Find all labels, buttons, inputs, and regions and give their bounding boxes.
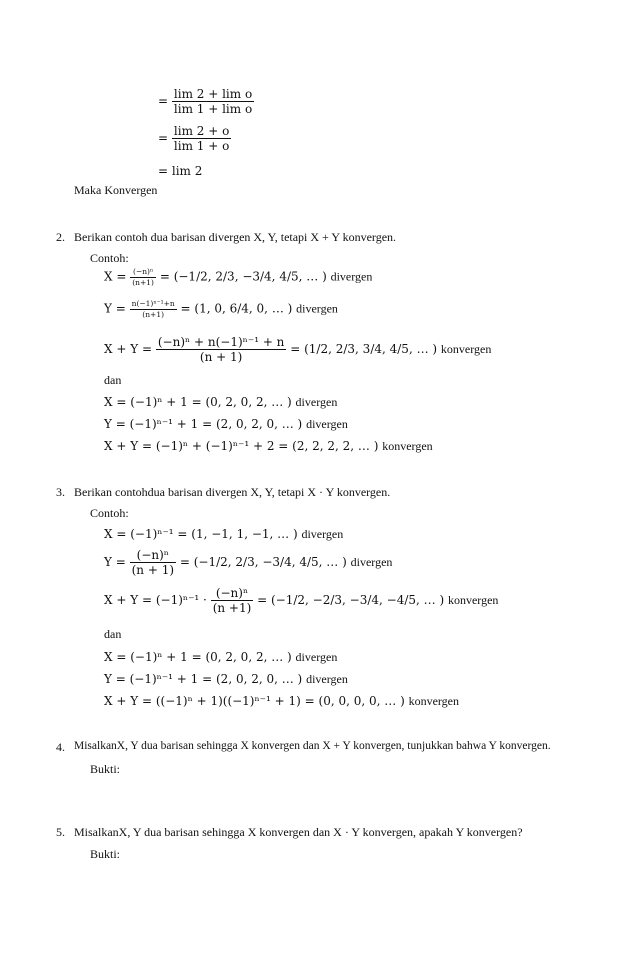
- status-label: divergen: [350, 555, 393, 569]
- fraction-numerator: (−n)ⁿ: [130, 268, 156, 278]
- q2-xy2-line: [104, 440, 433, 452]
- equation: Y = (−1)ⁿ⁻¹ + 1 = (2, 0, 2, 0, … ): [104, 417, 303, 431]
- lhs: Y =: [104, 555, 126, 569]
- q3-x2-line: [104, 651, 337, 663]
- status-label: divergen: [330, 269, 373, 284]
- q4-number: 4.: [56, 740, 65, 754]
- q2-y2-line: [104, 418, 348, 430]
- q2-y-line: [104, 300, 338, 318]
- status-label: divergen: [306, 672, 348, 686]
- status-label: konvergen: [440, 342, 492, 356]
- q3-y2-line: [104, 673, 348, 685]
- status-label: konvergen: [408, 694, 460, 708]
- q4-bukti: Bukti:: [90, 762, 121, 776]
- fraction-numerator: (−n)ⁿ: [130, 549, 176, 563]
- q2-xy-line: [104, 336, 491, 363]
- q3-xy-fraction: [211, 587, 254, 614]
- q2-number: 2.: [56, 230, 65, 244]
- q2-x2-line: [104, 396, 337, 408]
- lhs: X + Y =: [104, 342, 153, 356]
- status-label: divergen: [296, 301, 338, 316]
- status-label: konvergen: [447, 593, 499, 607]
- q2-contoh: Contoh:: [90, 251, 129, 265]
- q3-dan: dan: [104, 627, 122, 641]
- fraction-denominator: (n +1): [212, 601, 252, 615]
- fraction-denominator: (n + 1): [131, 563, 175, 577]
- equation: X + Y = (−1)ⁿ + (−1)ⁿ⁻¹ + 2 = (2, 2, 2, 2, … ): [104, 439, 379, 453]
- equation: Y = (−1)ⁿ⁻¹ + 1 = (2, 0, 2, 0, … ): [104, 672, 303, 686]
- limit-step-1: [158, 88, 254, 115]
- limit-step-2: [158, 125, 231, 152]
- limit-fraction-1: [172, 88, 254, 115]
- equation: X + Y = ((−1)ⁿ + 1)((−1)ⁿ⁻¹ + 1) = (0, 0, 0, 0, … ): [104, 694, 405, 708]
- q2-xy-fraction: [156, 336, 287, 363]
- sequence: = (1, 0, 6/4, 0, … ): [180, 301, 293, 316]
- fraction-denominator: (n+1): [142, 309, 165, 319]
- equation: X = (−1)ⁿ + 1 = (0, 2, 0, 2, … ): [104, 395, 292, 409]
- lhs: Y =: [104, 301, 126, 316]
- q4-title: MisalkanX, Y dua barisan sehingga X konvergen dan X + Y konvergen, tunjukkan bahwa Y konvergen.: [74, 740, 551, 752]
- lhs: X + Y = (−1)ⁿ⁻¹ ·: [104, 593, 207, 607]
- status-label: divergen: [295, 650, 338, 664]
- equation: X = (−1)ⁿ + 1 = (0, 2, 0, 2, … ): [104, 650, 292, 664]
- status-label: konvergen: [382, 439, 433, 453]
- status-label: divergen: [306, 417, 348, 431]
- fraction-denominator: (n+1): [132, 277, 154, 287]
- lhs: X =: [104, 269, 127, 284]
- equals-sign: =: [158, 131, 169, 145]
- q2-title: Berikan contoh dua barisan divergen X, Y, tetapi X + Y konvergen.: [74, 230, 397, 244]
- sequence: = (−1/2, −2/3, −3/4, −4/5, … ): [257, 593, 445, 607]
- q3-y-fraction: [130, 549, 176, 576]
- q5-number: 5.: [56, 825, 65, 839]
- status-label: divergen: [301, 527, 344, 541]
- q2-dan: dan: [104, 373, 122, 387]
- fraction-numerator: lim 2 + lim o: [173, 87, 253, 101]
- limit-fraction-2: [172, 125, 231, 152]
- q2-y-fraction: [130, 300, 177, 318]
- q3-number: 3.: [56, 485, 65, 499]
- fraction-numerator: (−n)ⁿ + n(−1)ⁿ⁻¹ + n: [157, 335, 285, 349]
- q3-xy2-line: [104, 695, 459, 707]
- fraction-numerator: lim 2 + o: [173, 124, 230, 138]
- equals-sign: =: [158, 94, 169, 108]
- q2-x-line: [104, 268, 372, 286]
- fraction-numerator: (−n)ⁿ: [211, 587, 254, 601]
- fraction-denominator: lim 1 + lim o: [173, 102, 253, 116]
- sequence: = (−1/2, 2/3, −3/4, 4/5, … ): [159, 269, 327, 284]
- q3-xy-line: [104, 587, 498, 614]
- q3-title: Berikan contohdua barisan divergen X, Y, tetapi X · Y konvergen.: [74, 485, 391, 499]
- fraction-denominator: (n + 1): [199, 350, 243, 364]
- q5-title: MisalkanX, Y dua barisan sehingga X konvergen dan X · Y konvergen, apakah Y konvergen?: [74, 825, 523, 839]
- fraction-numerator: n(−1)ⁿ⁻¹+n: [131, 299, 175, 308]
- q3-y-line: [104, 549, 392, 576]
- equation: X = (−1)ⁿ⁻¹ = (1, −1, 1, −1, … ): [104, 527, 298, 541]
- sequence: = (−1/2, 2/3, −3/4, 4/5, … ): [179, 555, 347, 569]
- fraction-denominator: lim 1 + o: [173, 139, 230, 153]
- q2-x-fraction: [130, 268, 156, 286]
- conclusion-text: Maka Konvergen: [74, 183, 158, 197]
- sequence: = (1/2, 2/3, 3/4, 4/5, … ): [290, 342, 438, 356]
- limit-step-3: = lim 2: [158, 164, 203, 178]
- q3-x-line: [104, 528, 343, 540]
- status-label: divergen: [295, 395, 338, 409]
- q3-contoh: Contoh:: [90, 506, 129, 520]
- q5-bukti: Bukti:: [90, 847, 121, 861]
